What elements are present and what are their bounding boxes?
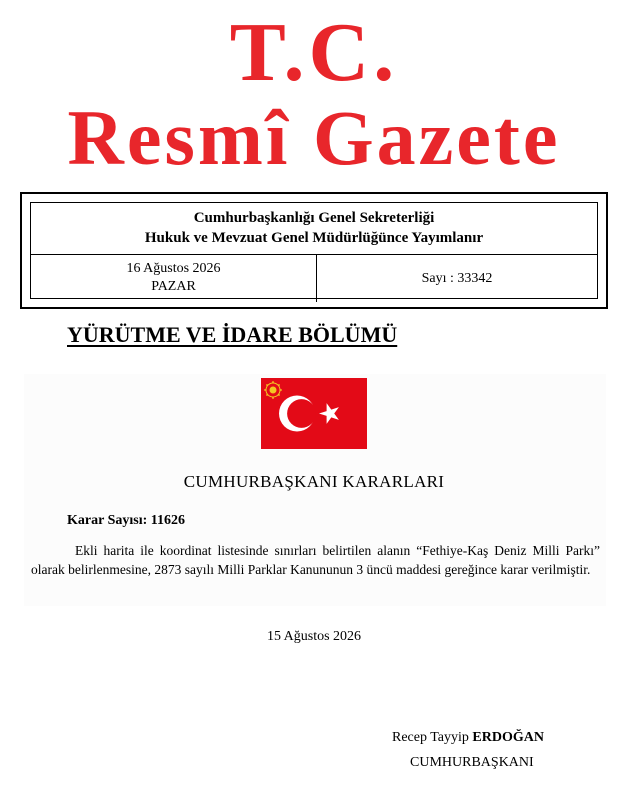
section-title: YÜRÜTME VE İDARE BÖLÜMÜ xyxy=(67,322,398,347)
info-box-inner xyxy=(30,202,598,299)
publisher-line-2: Hukuk ve Mevzuat Genel Müdürlüğünce Yayımlanır xyxy=(144,230,484,246)
decree-number: Karar Sayısı: 11626 xyxy=(67,513,185,528)
issue-number: Sayı : 33342 xyxy=(421,271,493,286)
decree-date: 15 Ağustos 2026 xyxy=(266,629,362,644)
masthead xyxy=(0,6,628,181)
flag-crescent-inner xyxy=(287,399,316,428)
issue-weekday: PAZAR xyxy=(151,279,196,294)
turkish-flag-icon xyxy=(261,378,367,449)
publisher-block xyxy=(31,203,597,255)
info-box xyxy=(20,192,608,309)
issue-row xyxy=(31,255,597,302)
signer-last-name: ERDOĞAN xyxy=(472,730,544,745)
masthead-tc: T.C. xyxy=(229,6,399,99)
signer-first-name: Recep Tayyip xyxy=(392,730,469,745)
publisher-line-1: Cumhurbaşkanlığı Genel Sekreterliği xyxy=(193,210,435,226)
decree-body: Ekli harita ile koordinat listesinde sınırları belirtilen alanın “Fethiye-Kaş Deniz Milli Parkı” olarak belirlenmesine, 2873 sayılı Milli Parklar Kanununun 3 üncü maddesi gereğince karar verilmiştir. xyxy=(31,543,600,577)
issue-date-cell xyxy=(31,255,317,302)
issue-date: 16 Ağustos 2026 xyxy=(126,261,221,276)
masthead-title: Resmî Gazete xyxy=(67,94,561,181)
signer-name xyxy=(392,730,544,746)
signer-title: CUMHURBAŞKANI xyxy=(410,755,534,770)
decisions-heading: CUMHURBAŞKANI KARARLARI xyxy=(183,472,445,491)
